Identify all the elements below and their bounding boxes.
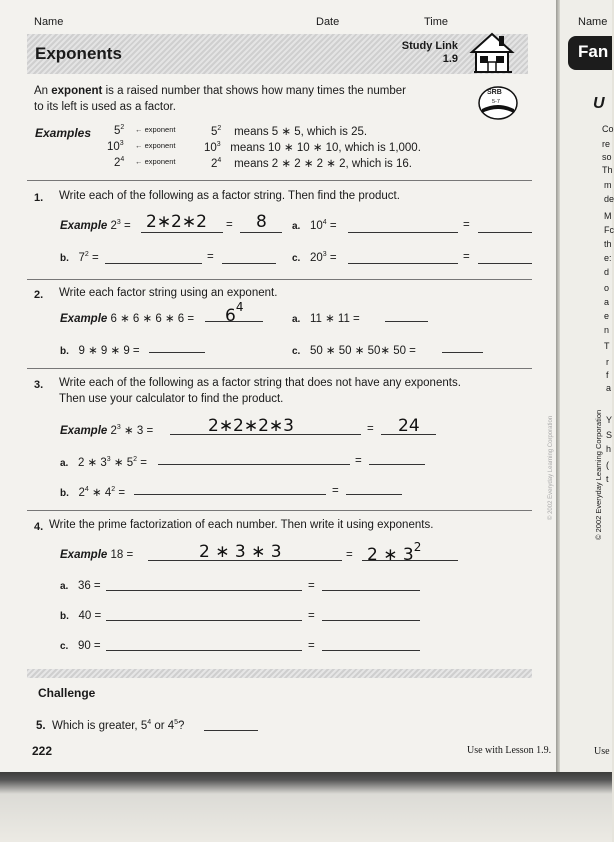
- facing-letter: r: [606, 357, 609, 367]
- q1-example-answer: 2∗2∗2: [146, 212, 207, 232]
- q1-a-product-input[interactable]: [478, 232, 532, 233]
- facing-footer: Use: [594, 746, 610, 757]
- q4-a-factor-input[interactable]: [106, 590, 302, 591]
- q3-a: a. 2 ∗ $3^3$ ∗ $5^2$ =: [60, 456, 147, 469]
- title-bar: [27, 34, 528, 74]
- divider: [27, 368, 532, 369]
- facing-letter: th: [604, 239, 612, 249]
- house-icon: [466, 30, 518, 74]
- facing-letter: n: [604, 325, 610, 335]
- intro-line-2: to its left is used as a factor.: [34, 101, 176, 113]
- divider: [27, 180, 532, 181]
- example-meaning-3: $2^4$ means 2 ∗ 2 ∗ 2 ∗ 2, which is 16.: [211, 157, 412, 170]
- question-3-number: 3.: [34, 379, 44, 391]
- q2-b-input[interactable]: [149, 352, 205, 353]
- example-meaning-2: $10^3$ means 10 ∗ 10 ∗ 10, which is 1,000.: [204, 141, 421, 154]
- facing-letter: T: [604, 341, 610, 351]
- name-label: Name: [34, 16, 64, 28]
- facing-name-label: Name: [578, 16, 608, 28]
- q3-a-eq: =: [355, 455, 362, 467]
- q3-example-product-line: [381, 434, 436, 435]
- facing-letter: e:: [604, 253, 612, 263]
- q1-a-eq: =: [463, 219, 470, 231]
- q4-a: a. 36 =: [60, 580, 101, 592]
- q1-example-product: 8: [256, 212, 267, 232]
- facing-letter: o: [604, 283, 610, 293]
- facing-letter: de: [604, 194, 614, 204]
- q3-example-product: 24: [398, 416, 420, 436]
- q2-a: a. 11 ∗ 11 =: [292, 313, 360, 325]
- exponent-arrow-1: ← exponent: [135, 125, 176, 134]
- q2-example: Example 6 ∗ 6 ∗ 6 ∗ 6 =: [60, 313, 195, 325]
- q3-b-product-input[interactable]: [346, 494, 402, 495]
- page-number: 222: [32, 744, 53, 758]
- q4-a-exponent-input[interactable]: [322, 590, 420, 591]
- srb-label: SRB: [487, 89, 502, 96]
- q2-b: b. 9 ∗ 9 ∗ 9 =: [60, 345, 140, 357]
- q4-example-line: [148, 560, 342, 561]
- question-3-text-2: Then use your calculator to find the product.: [59, 393, 284, 405]
- q4-b-factor-input[interactable]: [106, 620, 302, 621]
- q1-b-product-input[interactable]: [222, 263, 276, 264]
- q1-b-eq: =: [207, 251, 214, 263]
- facing-letter: m: [604, 180, 612, 190]
- q3-b: b. $2^4$ ∗ $4^2$ =: [60, 486, 126, 499]
- q3-example: Example $2^3$ ∗ 3 =: [60, 424, 154, 437]
- q1-example-line: [141, 232, 223, 233]
- facing-letter: M: [604, 211, 612, 221]
- date-label: Date: [316, 16, 340, 28]
- challenge-divider: [27, 669, 532, 678]
- facing-page: [560, 0, 612, 772]
- facing-letter: Fc: [604, 225, 614, 235]
- example-meaning-1: $5^2$ means 5 ∗ 5, which is 25.: [211, 125, 368, 138]
- example-row-3: $2^4$: [114, 156, 125, 169]
- intro-line-1: An exponent is a raised number that shows how many times the number: [34, 85, 407, 97]
- q1-c-product-input[interactable]: [478, 263, 532, 264]
- q3-example-eq: =: [367, 423, 374, 435]
- q4-b-eq: =: [308, 610, 315, 622]
- exponent-arrow-3: ← exponent: [135, 157, 176, 166]
- q3-example-line: [170, 434, 361, 435]
- copyright-notice: © 2002 Everyday Learning Corporation: [594, 409, 603, 540]
- example-row-1: $5^2$: [114, 124, 125, 137]
- q1-c-eq: =: [463, 251, 470, 263]
- facing-letter: Co: [602, 124, 614, 134]
- facing-letter: h: [606, 444, 612, 454]
- facing-letter: e: [604, 311, 610, 321]
- facing-letter: Th: [602, 165, 613, 175]
- facing-letter-0: U: [593, 95, 605, 112]
- facing-letter: (: [606, 460, 609, 470]
- example-row-2: $10^3$: [107, 140, 124, 153]
- q1-c-factor-input[interactable]: [348, 263, 458, 264]
- q1-example-eq: =: [226, 219, 233, 231]
- q4-a-eq: =: [308, 580, 315, 592]
- q2-example-line: [205, 321, 263, 322]
- facing-letter: t: [606, 474, 609, 484]
- q4-example-exponent-form: 2 ∗ $3^2$: [367, 540, 422, 565]
- q3-a-product-input[interactable]: [369, 464, 425, 465]
- facing-title: Fan: [578, 42, 609, 61]
- study-link-label: [402, 40, 458, 66]
- q3-example-answer: 2∗2∗2∗3: [208, 416, 294, 436]
- facing-letter: a: [606, 383, 612, 393]
- q1-b-factor-input[interactable]: [105, 263, 202, 264]
- question-2-number: 2.: [34, 289, 44, 301]
- question-4-number: 4.: [34, 521, 44, 533]
- divider: [27, 279, 532, 280]
- bleed-through-copyright: © 2002 Everyday Learning Corporation: [548, 415, 554, 520]
- q4-example-eq: =: [346, 549, 353, 561]
- facing-letter: Y: [606, 415, 613, 425]
- q1-example: Example $2^3$ =: [60, 219, 131, 232]
- q1-a-factor-input[interactable]: [348, 232, 458, 233]
- q1-c: c. $20^3$ =: [292, 251, 337, 264]
- question-2-text: Write each factor string using an exponent.: [59, 287, 278, 299]
- page-shadow: [0, 772, 612, 842]
- q2-a-input[interactable]: [385, 321, 428, 322]
- question-3-text-1: Write each of the following as a factor string that does not have any exponents.: [59, 377, 461, 389]
- question-1-number: 1.: [34, 192, 44, 204]
- question-4-text: Write the prime factorization of each number. Then write it using exponents.: [49, 519, 434, 531]
- q4-c-factor-input[interactable]: [106, 650, 302, 651]
- use-with-lesson: Use with Lesson 1.9.: [467, 745, 552, 756]
- q4-c: c. 90 =: [60, 640, 101, 652]
- q3-b-factor-input[interactable]: [134, 494, 326, 495]
- facing-letter: S: [606, 430, 613, 440]
- page-title: Exponents: [35, 44, 122, 63]
- q4-b: b. 40 =: [60, 610, 102, 622]
- divider: [27, 510, 532, 511]
- question-1-text: Write each of the following as a factor string. Then find the product.: [59, 190, 400, 202]
- facing-letter: re: [602, 139, 611, 149]
- q2-example-answer: $6^4$: [225, 300, 244, 326]
- q4-c-exponent-input[interactable]: [322, 650, 420, 651]
- q4-example-answer: 2 ∗ 3 ∗ 3: [199, 542, 282, 562]
- q2-c-input[interactable]: [442, 352, 483, 353]
- q1-a: a. $10^4$ =: [292, 219, 337, 232]
- exponent-term: exponent: [51, 85, 103, 97]
- facing-letter: f: [606, 370, 609, 380]
- q4-example: Example 18 =: [60, 549, 134, 561]
- time-label: Time: [424, 16, 449, 28]
- facing-letter: a: [604, 297, 610, 307]
- exponent-arrow-2: ← exponent: [135, 141, 176, 150]
- facing-letter: so: [602, 152, 612, 162]
- q2-c: c. 50 ∗ 50 ∗ 50∗ 50 =: [292, 345, 416, 357]
- q3-a-factor-input[interactable]: [158, 464, 350, 465]
- srb-pages: 5-7: [492, 99, 500, 105]
- q1-b: b. $7^2$ =: [60, 251, 99, 264]
- study-link-text: Study Link: [401, 40, 458, 52]
- q1-example-product-line: [240, 232, 282, 233]
- study-link-number: 1.9: [442, 53, 458, 65]
- facing-letter: d: [604, 267, 610, 277]
- q4-example-exponent-line: [362, 560, 458, 561]
- q4-b-exponent-input[interactable]: [322, 620, 420, 621]
- q4-c-eq: =: [308, 640, 315, 652]
- challenge-input[interactable]: [204, 730, 258, 731]
- challenge-title: Challenge: [38, 686, 96, 700]
- examples-label: Examples: [35, 126, 92, 140]
- q3-b-eq: =: [332, 485, 339, 497]
- challenge-question: 5. Which is greater, $5^4$ or $4^5$?: [36, 719, 185, 732]
